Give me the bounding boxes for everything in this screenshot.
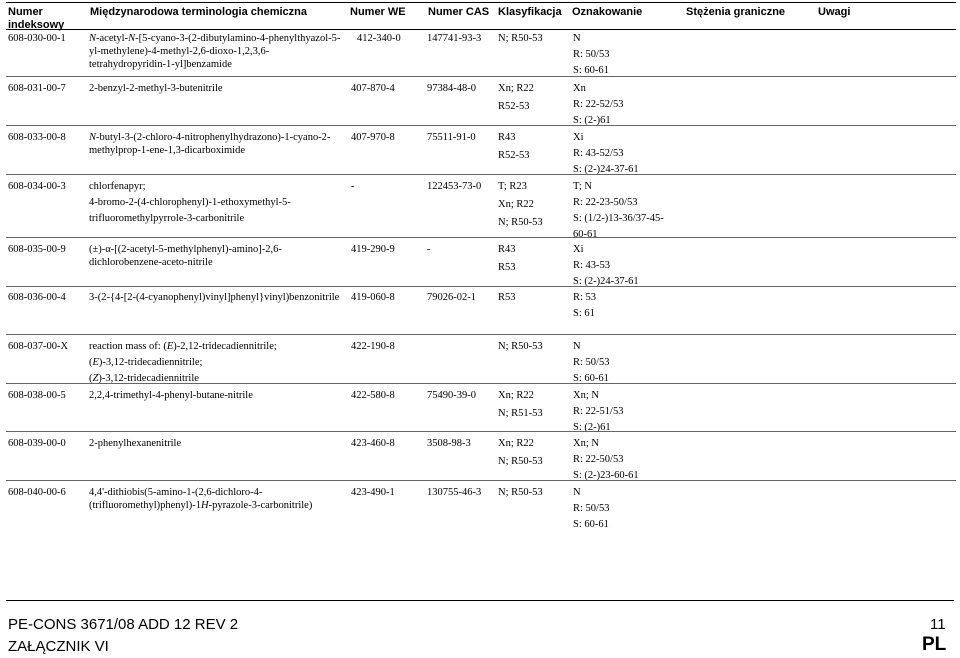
row-label-line: R: 50/53 (573, 49, 610, 60)
row-name-line: methylprop-1-ene-1,3-dicarboximide (89, 145, 245, 156)
header-cas: Numer CAS (428, 6, 490, 18)
header-ec: Numer WE (350, 6, 406, 18)
row-separator (6, 286, 956, 287)
row-ec: - (351, 181, 355, 192)
footer-language: PL (922, 634, 947, 655)
row-name-line: (E)-3,12-tridecadiennitrile; (89, 357, 203, 368)
row-ec: 422-580-8 (351, 390, 395, 401)
row-label-line: S: (2-)61 (573, 422, 611, 433)
row-index: 608-037-00-X (8, 341, 69, 352)
row-name-line: N-acetyl-N-[5-cyano-3-(2-dibutylamino-4-phenylthyazol-5- (89, 33, 341, 44)
row-name-line: chlorfenapyr; (89, 181, 146, 192)
row-label-line: R: 43-53 (573, 260, 611, 271)
row-cas: 147741-93-3 (427, 33, 482, 44)
row-name-line: 4-bromo-2-(4-chlorophenyl)-1-ethoxymethyl-5- (89, 197, 291, 208)
row-name-line: 3-(2-{4-[2-(4-cyanophenyl)vinyl]phenyl}vinyl)benzonitrile (89, 292, 340, 303)
row-cas: 3508-98-3 (427, 438, 471, 449)
row-ec: 419-290-9 (351, 244, 395, 255)
row-class-line: T; R23 (498, 181, 527, 192)
row-label-line: Xi (573, 132, 584, 143)
row-index: 608-036-00-4 (8, 292, 66, 303)
row-label-line: N (573, 341, 581, 352)
row-label-line: R: 50/53 (573, 503, 610, 514)
row-cas: 79026-02-1 (427, 292, 476, 303)
row-index: 608-031-00-7 (8, 83, 66, 94)
row-ec: 419-060-8 (351, 292, 395, 303)
row-cas: 97384-48-0 (427, 83, 476, 94)
row-label-line: S: (2-)61 (573, 115, 611, 126)
row-name-line: N-butyl-3-(2-chloro-4-nitrophenylhydrazono)-1-cyano-2- (89, 132, 331, 143)
row-cas: - (427, 244, 431, 255)
row-name-line: 2-benzyl-2-methyl-3-butenitrile (89, 83, 223, 94)
row-name-line: tetrahydropyridin-1-yl]benzamide (89, 59, 232, 70)
row-label-line: R: 50/53 (573, 357, 610, 368)
row-label-line: S: (2-)24-37-61 (573, 164, 639, 175)
row-cas: 122453-73-0 (427, 181, 482, 192)
row-index: 608-039-00-0 (8, 438, 66, 449)
row-ec: 423-490-1 (351, 487, 395, 498)
row-label-line: S: (1/2-)13-36/37-45- (573, 213, 664, 224)
row-class-line: R53 (498, 262, 516, 273)
row-name-line: reaction mass of: (E)-2,12-tridecadiennitrile; (89, 341, 277, 352)
row-label-line: Xi (573, 244, 584, 255)
row-class-line: Xn; R22 (498, 438, 534, 449)
row-name-line: dichlorobenzene-aceto-nitrile (89, 257, 213, 268)
row-label-line: S: 60-61 (573, 65, 609, 76)
row-label-line: R: 43-52/53 (573, 148, 624, 159)
row-index: 608-033-00-8 (8, 132, 66, 143)
row-cas: 75490-39-0 (427, 390, 476, 401)
header-class: Klasyfikacja (498, 6, 562, 18)
table-header (6, 2, 956, 30)
row-index: 608-030-00-1 (8, 33, 66, 44)
row-ec: 423-460-8 (351, 438, 395, 449)
row-label-line: R: 53 (573, 292, 597, 303)
row-name-line: 2,2,4-trimethyl-4-phenyl-butane-nitrile (89, 390, 253, 401)
row-label-line: N (573, 33, 581, 44)
row-label-line: R: 22-50/53 (573, 454, 624, 465)
row-label-line: 60-61 (573, 229, 598, 240)
row-label-line: Xn; N (573, 438, 599, 449)
row-index: 608-040-00-6 (8, 487, 66, 498)
row-class-line: N; R51-53 (498, 408, 543, 419)
row-class-line: N; R50-53 (498, 217, 543, 228)
row-index: 608-035-00-9 (8, 244, 66, 255)
footer-page-number: 11 (930, 616, 946, 633)
row-class-line: R43 (498, 244, 516, 255)
row-label-line: S: (2-)24-37-61 (573, 276, 639, 287)
row-ec: 407-970-8 (351, 132, 395, 143)
row-class-line: Xn; R22 (498, 83, 534, 94)
row-class-line: Xn; R22 (498, 199, 534, 210)
row-class-line: N; R50-53 (498, 487, 543, 498)
row-label-line: R: 22-23-50/53 (573, 197, 638, 208)
row-separator (6, 383, 956, 384)
row-label-line: S: (2-)23-60-61 (573, 470, 639, 481)
row-label-line: S: 60-61 (573, 519, 609, 530)
row-separator (6, 334, 956, 335)
row-class-line: N; R50-53 (498, 341, 543, 352)
footer-rule (6, 600, 954, 601)
row-class-line: R43 (498, 132, 516, 143)
row-separator (6, 480, 956, 481)
row-ec: 422-190-8 (351, 341, 395, 352)
row-class-line: R52-53 (498, 150, 530, 161)
row-label-line: S: 60-61 (573, 373, 609, 384)
row-label-line: N (573, 487, 581, 498)
header-name: Międzynarodowa terminologia chemiczna (90, 6, 307, 18)
row-ec: 407-870-4 (351, 83, 395, 94)
row-cas: 130755-46-3 (427, 487, 482, 498)
row-label-line: Xn; N (573, 390, 599, 401)
row-label-line: S: 61 (573, 308, 595, 319)
row-separator (6, 76, 956, 77)
header-label: Oznakowanie (572, 6, 643, 18)
footer-doc-ref: PE-CONS 3671/08 ADD 12 REV 2 (8, 616, 239, 633)
row-class-line: N; R50-53 (498, 33, 543, 44)
row-class-line: R52-53 (498, 101, 530, 112)
row-label-line: R: 22-52/53 (573, 99, 624, 110)
row-class-line: R53 (498, 292, 516, 303)
row-label-line: R: 22-51/53 (573, 406, 624, 417)
row-label-line: T; N (573, 181, 592, 192)
row-name-line: trifluoromethylpyrrole-3-carbonitrile (89, 213, 245, 224)
row-cas: 75511-91-0 (427, 132, 476, 143)
row-name-line: yl-methylene)-4-methyl-2,6-dioxo-1,2,3,6- (89, 46, 270, 57)
row-name-line: (trifluoromethyl)phenyl)-1H-pyrazole-3-carbonitrile) (89, 500, 313, 511)
row-index: 608-038-00-5 (8, 390, 66, 401)
footer-annex: ZAŁĄCZNIK VI (8, 638, 109, 655)
row-name-line: 2-phenylhexanenitrile (89, 438, 182, 449)
header-notes: Uwagi (818, 6, 851, 18)
row-separator (6, 125, 956, 126)
row-label-line: Xn (573, 83, 586, 94)
header-index: Numer indeksowy (8, 6, 65, 31)
row-separator (6, 237, 956, 238)
row-separator (6, 174, 956, 175)
row-name-line: 4,4'-dithiobis(5-amino-1-(2,6-dichloro-4- (89, 487, 263, 498)
row-name-line: (Z)-3,12-tridecadiennitrile (89, 373, 199, 384)
row-separator (6, 431, 956, 432)
row-class-line: Xn; R22 (498, 390, 534, 401)
row-ec: 412-340-0 (357, 33, 401, 44)
row-class-line: N; R50-53 (498, 456, 543, 467)
header-limits: Stężenia graniczne (686, 6, 786, 18)
row-index: 608-034-00-3 (8, 181, 66, 192)
row-name-line: (±)-α-[(2-acetyl-5-methylphenyl)-amino]-2,6- (89, 244, 282, 255)
